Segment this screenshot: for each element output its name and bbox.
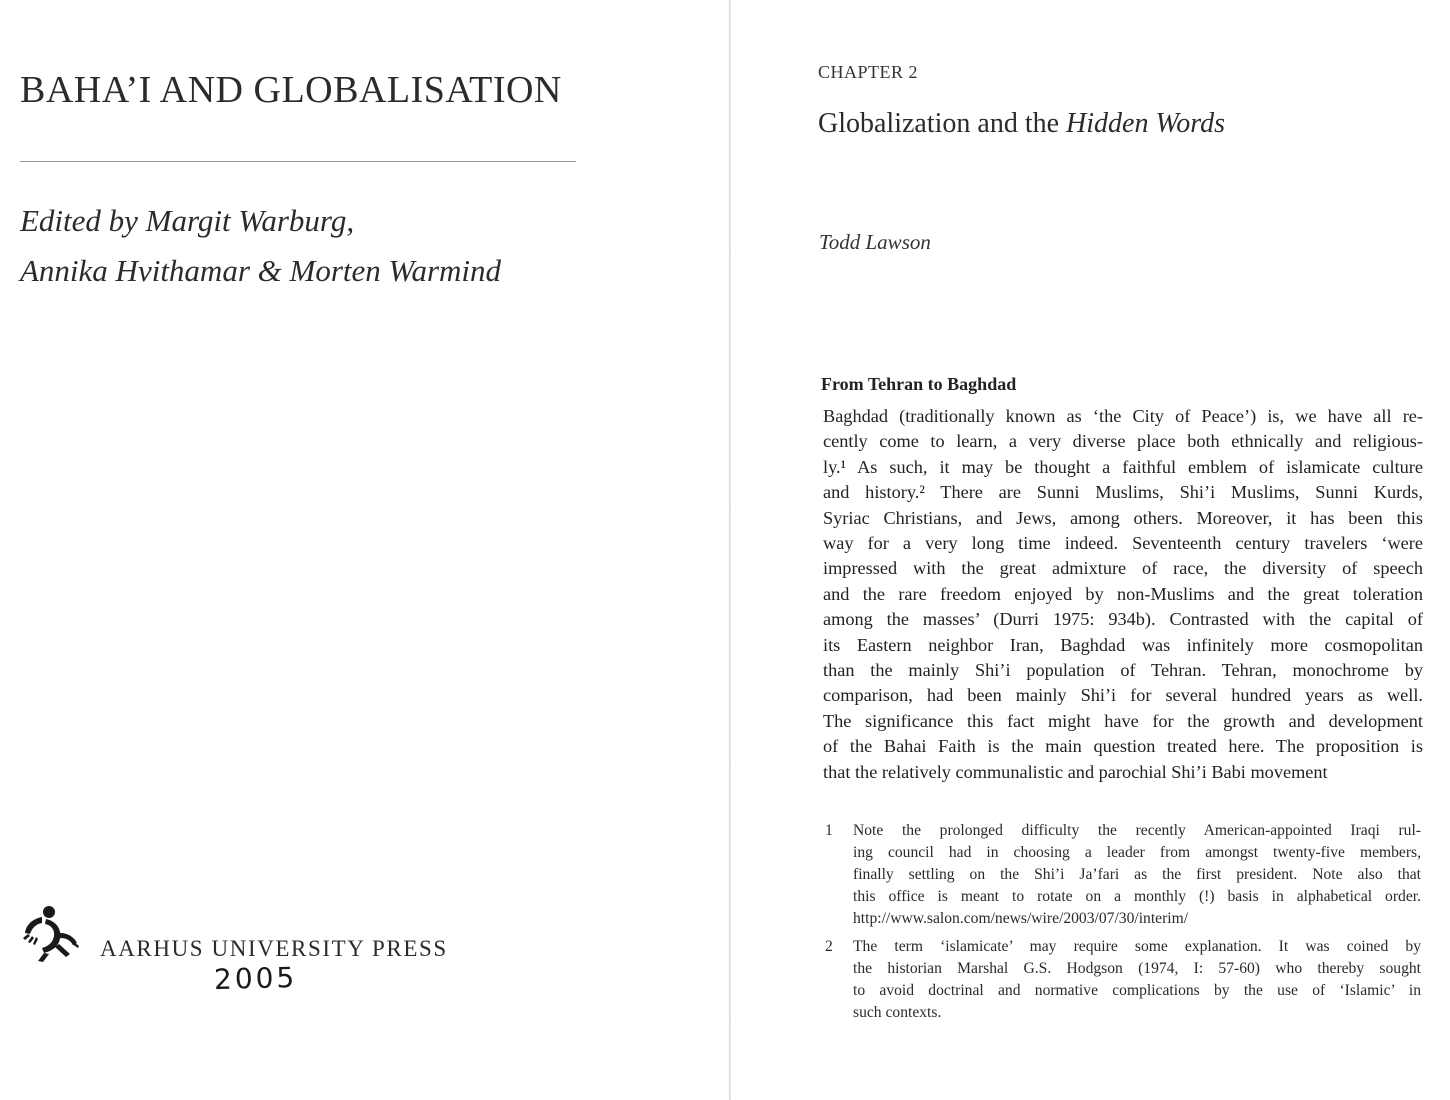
footnote-line: The term ‘islamicate’ may require some explanation. It was coined by — [853, 938, 1421, 955]
body-line: that the relatively communalistic and parochial Shi’i Babi movement — [823, 761, 1328, 782]
footnotes — [825, 820, 1421, 1030]
body-line: than the mainly Shi’i population of Tehran. Tehran, monochrome by — [823, 660, 1423, 681]
chapter-title-italic: Hidden Words — [1066, 108, 1225, 139]
body-line: of the Bahai Faith is the main question treated here. The proposition is — [823, 736, 1423, 757]
body-line: ly.¹ As such, it may be thought a faithful emblem of islamicate culture — [823, 456, 1423, 477]
footnote-line: such contexts. — [853, 1004, 942, 1021]
body-line: impressed with the great admixture of race, the diversity of speech — [823, 558, 1423, 579]
chapter-title — [818, 108, 1225, 140]
chapter-title-plain: Globalization and the — [818, 108, 1067, 139]
editors-line-2: Annika Hvithamar & Morten Warmind — [20, 253, 502, 288]
right-page — [732, 0, 1450, 1100]
body-line: its Eastern neighbor Iran, Baghdad was infinitely more cosmopolitan — [823, 634, 1423, 655]
body-line: Syriac Christians, and Jews, among others. Moreover, it has been this — [823, 507, 1423, 528]
footnote-line: ing council had in choosing a leader from amongst twenty-five members, — [853, 844, 1421, 861]
publisher-figure-logo-icon — [22, 903, 80, 963]
section-heading: From Tehran to Baghdad — [821, 374, 1017, 394]
body-line: cently come to learn, a very diverse place both ethnically and religious- — [823, 431, 1423, 452]
footnote-number: 1 — [825, 822, 833, 839]
handwritten-year: 2005 — [213, 960, 298, 997]
editors-credit — [20, 196, 660, 296]
footnote-number: 2 — [825, 938, 833, 955]
body-line: The significance this fact might have for the growth and development — [823, 710, 1423, 731]
footnote — [825, 936, 1421, 1024]
body-line: Baghdad (traditionally known as ‘the City of Peace’) is, we have all re- — [823, 406, 1423, 426]
footnote-line: to avoid doctrinal and normative complications by the use of ‘Islamic’ in — [853, 982, 1421, 999]
footnote — [825, 820, 1421, 930]
footnote-line: Note the prolonged difficulty the recently American-appointed Iraqi rul- — [853, 822, 1421, 839]
body-paragraph — [823, 404, 1423, 785]
title-divider — [20, 161, 576, 162]
chapter-label: CHAPTER 2 — [818, 62, 919, 82]
chapter-author: Todd Lawson — [819, 230, 931, 254]
book-title: BAHA’I AND GLOBALISATION — [20, 69, 562, 111]
editors-line-1: Edited by Margit Warburg, — [20, 203, 355, 238]
body-line: among the masses’ (Durri 1975: 934b). Contrasted with the capital of — [823, 609, 1423, 630]
page-gutter — [729, 0, 731, 1100]
body-line: comparison, had been mainly Shi’i for several hundred years as well. — [823, 685, 1423, 706]
footnote-line: http://www.salon.com/news/wire/2003/07/30/interim/ — [853, 910, 1189, 927]
footnote-line: the historian Marshal G.S. Hodgson (1974, I: 57-60) who thereby sought — [853, 960, 1421, 977]
body-line: and the rare freedom enjoyed by non-Muslims and the great toleration — [823, 583, 1423, 604]
footnote-line: finally settling on the Shi’i Ja’fari as the first president. Note also that — [853, 866, 1421, 883]
body-line: and history.² There are Sunni Muslims, Shi’i Muslims, Sunni Kurds, — [823, 482, 1423, 503]
publisher-name: AARHUS UNIVERSITY PRESS — [100, 936, 448, 961]
footnote-line: this office is meant to rotate on a monthly (!) basis in alphabetical order. — [853, 888, 1421, 905]
body-line: way for a very long time indeed. Seventeenth century travelers ‘were — [823, 533, 1423, 554]
